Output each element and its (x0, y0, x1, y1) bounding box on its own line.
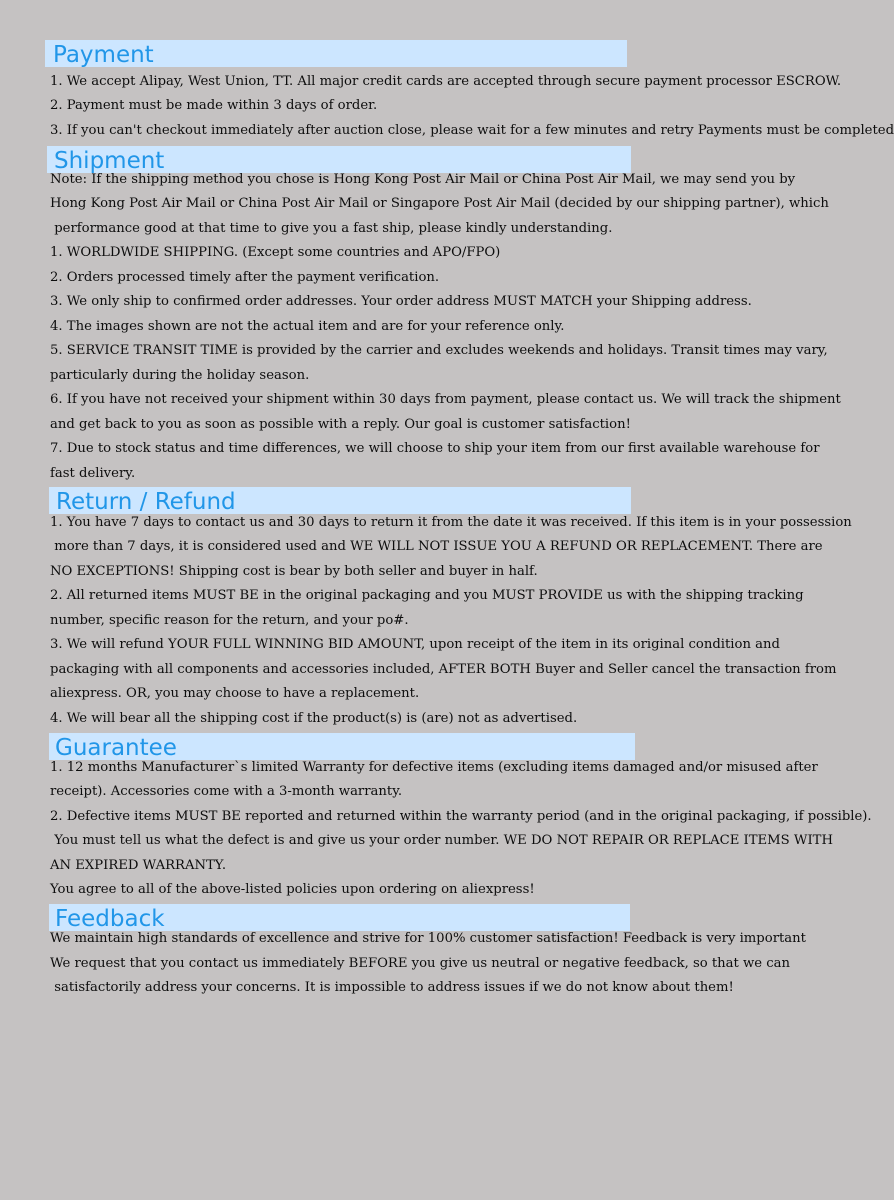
refund-line-3: NO EXCEPTIONS! Shipping cost is bear by both seller and buyer in half. (50, 564, 538, 579)
shipment-line-5: 2. Orders processed timely after the payment verification. (50, 270, 440, 285)
payment-line-3: 3. If you can't checkout immediately after auction close, please wait for a few minutes and retry Payments must be completed (50, 123, 894, 138)
payment-line-1: 1. We accept Alipay, West Union, TT. All major credit cards are accepted through secure payment processor ESCROW. (50, 74, 842, 89)
payment-title: Payment (53, 42, 154, 68)
feedback-title: Feedback (55, 906, 165, 932)
guarantee-line-1: 1. 12 months Manufacturer`s limited Warranty for defective items (excluding items damaged and/or misused after (50, 760, 818, 775)
refund-line-7: packaging with all components and accessories included, AFTER BOTH Buyer and Seller cancel the transaction from (50, 662, 837, 677)
refund-line-6: 3. We will refund YOUR FULL WINNING BID AMOUNT, upon receipt of the item in its original condition and (50, 637, 780, 652)
feedback-header (49, 904, 630, 931)
feedback-line-2: We request that you contact us immediately BEFORE you give us neutral or negative feedback, so that we can (50, 956, 791, 971)
shipment-line-7: 4. The images shown are not the actual item and are for your reference only. (50, 319, 565, 334)
shipment-header (47, 146, 631, 173)
refund-line-9: 4. We will bear all the shipping cost if the product(s) is (are) not as advertised. (50, 711, 578, 726)
feedback-line-1: We maintain high standards of excellence and strive for 100% customer satisfaction! Feedback is very important (50, 931, 806, 946)
guarantee-line-5: AN EXPIRED WARRANTY. (50, 858, 227, 873)
shipment-line-10: 6. If you have not received your shipment within 30 days from payment, please contact us. We will track the shipment (50, 392, 841, 407)
refund-line-2: more than 7 days, it is considered used and WE WILL NOT ISSUE YOU A REFUND OR REPLACEMENT. There are (50, 539, 823, 554)
guarantee-title: Guarantee (55, 735, 177, 761)
guarantee-line-3: 2. Defective items MUST BE reported and returned within the warranty period (and in the original packaging, if possible). (50, 809, 872, 824)
guarantee-line-2: receipt). Accessories come with a 3-month warranty. (50, 784, 403, 799)
shipment-line-9: particularly during the holiday season. (50, 368, 310, 383)
shipment-line-8: 5. SERVICE TRANSIT TIME is provided by the carrier and excludes weekends and holidays. Transit times may vary, (50, 343, 828, 358)
shipment-line-13: fast delivery. (50, 466, 136, 481)
shipment-line-11: and get back to you as soon as possible with a reply. Our goal is customer satisfaction! (50, 417, 631, 432)
shipment-title: Shipment (54, 148, 165, 174)
guarantee-header (49, 733, 635, 760)
payment-line-2: 2. Payment must be made within 3 days of order. (50, 98, 378, 113)
guarantee-line-6: You agree to all of the above-listed policies upon ordering on aliexpress! (50, 882, 535, 897)
feedback-line-3: satisfactorily address your concerns. It is impossible to address issues if we do not know about them! (50, 980, 734, 995)
shipment-line-12: 7. Due to stock status and time differences, we will choose to ship your item from our first available warehouse for (50, 441, 820, 456)
refund-line-1: 1. You have 7 days to contact us and 30 days to return it from the date it was received. If this item is in your possession (50, 515, 852, 530)
refund-line-5: number, specific reason for the return, and your po#. (50, 613, 409, 628)
shipment-line-1: Note: If the shipping method you chose is Hong Kong Post Air Mail or China Post Air Mail, we may send you by (50, 172, 796, 187)
refund-title: Return / Refund (56, 489, 236, 515)
shipment-line-3: performance good at that time to give you a fast ship, please kindly understanding. (50, 221, 613, 236)
refund-header (49, 487, 631, 514)
guarantee-line-4: You must tell us what the defect is and give us your order number. WE DO NOT REPAIR OR REPLACE ITEMS WITH (50, 833, 833, 848)
shipment-line-6: 3. We only ship to confirmed order addresses. Your order address MUST MATCH your Shipping address. (50, 294, 752, 309)
refund-line-4: 2. All returned items MUST BE in the original packaging and you MUST PROVIDE us with the shipping tracking (50, 588, 804, 603)
refund-line-8: aliexpress. OR, you may choose to have a replacement. (50, 686, 420, 701)
shipment-line-2: Hong Kong Post Air Mail or China Post Air Mail or Singapore Post Air Mail (decided by our shipping partner), which (50, 196, 829, 211)
payment-header (45, 40, 627, 67)
shipment-line-4: 1. WORLDWIDE SHIPPING. (Except some countries and APO/FPO) (50, 245, 501, 260)
